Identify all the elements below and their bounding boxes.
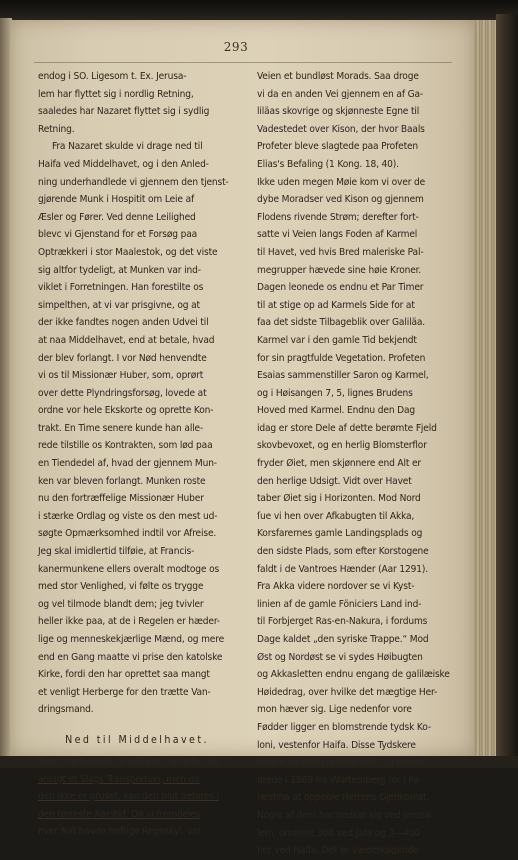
text-line: Høidedrag, over hvilke det mægtige Her- <box>257 686 438 698</box>
text-line: Hoved med Karmel. Endnu den Dag <box>257 405 416 417</box>
underlined-text-line: anlagt et Slags Transportvei, men da <box>38 773 200 785</box>
text-line: taber Øiet sig i Horizonten. Mod Nord <box>257 493 421 505</box>
text-line: idag er store Dele af dette berømte Fjeld <box>257 422 437 434</box>
top-shadow <box>0 0 518 22</box>
text-line: ken var bleven forlangt. Munken roste <box>38 475 206 487</box>
text-line: for sin pragtfulde Vegetation. Profeten <box>257 352 426 364</box>
text-line: et venligt Herberge for den trætte Van- <box>38 686 211 698</box>
right-column <box>257 68 455 857</box>
text-line: sig altfor tydeligt, at Munken var ind- <box>38 264 201 276</box>
text-line: der blev forlangt. I vor Nød henvendte <box>38 352 207 364</box>
text-line: Haifa ved Middelhavet, og i den Anled- <box>38 158 209 170</box>
text-line: den herlige Udsigt. Vidt over Havet <box>257 475 412 487</box>
text-line: gjørende Munk i Hospitit om Leie af <box>38 194 195 206</box>
text-line: ning underhandlede vi gjennem den tjenst- <box>38 176 229 188</box>
text-line: nu den fortræffelige Missionær Huber <box>38 493 204 505</box>
text-line: mon hæver sig. Lige nedenfor vore <box>257 704 412 716</box>
text-line: loni, vestenfor Haifa. Disse Tydskere <box>257 739 416 751</box>
text-line: Øst og Nordøst se vi sydes Høibugten <box>257 651 423 663</box>
text-line: Fra Akka videre nordover se vi Kyst- <box>257 581 415 593</box>
text-line: lem har flyttet sig i nordlig Retning, <box>38 88 194 100</box>
text-line: Jeg skal imidlertid tilføie, at Francis- <box>38 546 195 558</box>
header-rule <box>34 62 452 63</box>
text-line: simpelthen, at vi var prisgivne, og at <box>38 299 200 311</box>
text-line: Flodens rivende Strøm; derefter fort- <box>257 211 419 223</box>
text-line: ordne vor hele Ekskorte og oprette Kon- <box>38 405 214 417</box>
section-heading: Ned til Middelhavet. <box>65 733 209 746</box>
text-line: til Havet, ved hvis Bred maleriske Pal- <box>257 246 424 258</box>
text-line: hver Nat havde heftige Regnskyl, var <box>38 826 202 838</box>
text-line: Dage kaldet „den syriske Trappe.“ Mod <box>257 634 429 645</box>
text-line: Karmel var i den gamle Tid bekjendt <box>257 334 417 346</box>
text-line: vi da en anden Vei gjennem en af Ga- <box>257 88 424 100</box>
text-line: endog i SO. Ligesom t. Ex. Jerusa- <box>38 71 187 82</box>
text-line: vi os til Missionær Huber, som, oprørt <box>38 370 204 382</box>
text-line: kanermunkene ellers overalt modtoge os <box>38 563 220 575</box>
text-line: liläas skovrige og skjønneste Egne til <box>257 106 420 118</box>
book-cover-edge <box>496 14 518 768</box>
text-line: Retning. <box>38 123 75 135</box>
underlined-text-line: den ikke er gruset, kan den blot befares i <box>38 791 219 803</box>
text-line: end en Gang maatte vi prise den katolske <box>38 651 223 663</box>
text-line: skovbevoxet, og en herlig Blomsterflor <box>257 440 427 452</box>
text-line: Nogle af dem har nedsat sig ved Jerusa- <box>257 809 434 821</box>
text-line: Ikke uden megen Møie kom vi over de <box>257 176 426 188</box>
text-line: Korsfarernes gamle Landingsplads og <box>257 528 423 540</box>
text-line: lem, omtrent 300 ved Jafa og 3—400 <box>257 827 420 839</box>
text-line: faldt i de Vantroes Hænder (Aar 1291). <box>257 563 428 575</box>
text-line: linien af de gamle Föniciers Land ind- <box>257 598 422 610</box>
text-line: Dagen leonede os endnu et Par Timer <box>257 282 424 294</box>
text-line: heller ikke paa, at de i Regelen er hæder- <box>38 616 220 628</box>
text-line: en Tiendedel af, hvad der gjennem Mun- <box>38 458 217 470</box>
text-line: i stærke Ordlag og viste os den mest ud- <box>38 510 218 522</box>
text-line: ſue vi hen over Afkabugten til Akka, <box>257 510 415 522</box>
text-line: Fra Nazaret skulde vi drage ned til <box>52 141 203 153</box>
text-line: rede tilstille os Kontrakten, som lød paa <box>38 440 213 452</box>
text-line: lige og menneskekjærlige Mænd, og mere <box>38 634 225 645</box>
text-line: at naa Middelhavet, end at betale, hvad <box>38 334 215 346</box>
underlined-text-line: den tørreste Aarstid. Da vi fremdeles <box>38 808 201 820</box>
text-line: trakt. En Time senere kunde han alle- <box>38 422 204 434</box>
left-paragraph-2 <box>38 138 236 719</box>
text-line: Elias's Befaling (1 Kong. 18, 40). <box>257 158 399 170</box>
text-line: Turen fra Nazaret til Haifa er i senefte Tid <box>38 755 219 767</box>
text-line: til at stige op ad Karmels Side for at <box>257 299 415 311</box>
text-line: her ved Haifa. Det er væderkagende <box>257 845 419 857</box>
page-number: 293 <box>223 40 249 54</box>
page-stack-edge <box>474 20 498 756</box>
text-line: danne en egen religiøs Sekt og udvan- <box>257 757 427 769</box>
text-line: den sidste Plads, som efter Korstogene <box>257 546 429 558</box>
text-line: viklet i Forretningen. Han forestilte os <box>38 282 204 294</box>
text-line: Kirke, fordi den har oprettet saa mangt <box>38 669 210 681</box>
text-line: og i Høisangen 7, 5, lignes Brudens <box>257 387 413 399</box>
text-line: saaledes har Nazaret flyttet sig i sydlig <box>38 106 210 118</box>
text-line: dybe Moradser ved Kison og gjennem <box>257 194 424 206</box>
text-line: megrupper hævede sine høie Kroner. <box>257 264 422 276</box>
text-line: og Akkasletten endnu engang de galilæiske <box>257 669 450 681</box>
text-line: drede i 1869 fra Würtemberg for i Pa- <box>257 774 422 786</box>
text-line: Æsler og Fører. Ved denne Leilighed <box>38 211 196 223</box>
text-line: søgte Opmærksomhed indtil vor Afreise. <box>38 528 217 540</box>
text-line: Optrækkeri i stor Maalestok, og det viste <box>38 246 218 258</box>
text-line: der ikke fandtes nogen anden Udvei til <box>38 317 209 329</box>
left-paragraph-1 <box>38 68 236 138</box>
text-line: og vel tilmode blandt dem; jeg tvivler <box>38 598 204 610</box>
text-line: læstina at oppebie Herrens Gjenkomst. <box>257 792 430 804</box>
text-line: dringsmand. <box>38 704 94 716</box>
text-line: Esaias sammenstiller Saron og Karmel, <box>257 370 429 382</box>
left-paragraph-3 <box>38 753 236 841</box>
text-line: Fødder ligger en blomstrende tydsk Ko- <box>257 721 431 733</box>
text-line: over dette Plyndringsforsøg, lovede at <box>38 387 207 399</box>
text-line: fryder Øiet, men skjønnere end Alt er <box>257 458 422 470</box>
text-line: til Forbjerget Ras-en-Nakura, i fordums <box>257 616 428 628</box>
text-line: faa det sidste Tilbageblik over Galiläa. <box>257 317 426 329</box>
text-line: Profeter bleve slagtede paa Profeten <box>257 141 419 153</box>
right-paragraph-1 <box>257 68 455 860</box>
text-line: Veien et bundløst Morads. Saa droge <box>257 71 419 82</box>
text-line: Vadestedet over Kison, der hvor Baals <box>257 123 425 135</box>
left-column <box>38 68 236 838</box>
text-line: med stor Venlighed, vi følte os trygge <box>38 581 204 593</box>
text-line: satte vi Veien langs Foden af Karmel <box>257 229 418 241</box>
text-line: blevc vi Gjenstand for et Forsøg paa <box>38 229 198 241</box>
